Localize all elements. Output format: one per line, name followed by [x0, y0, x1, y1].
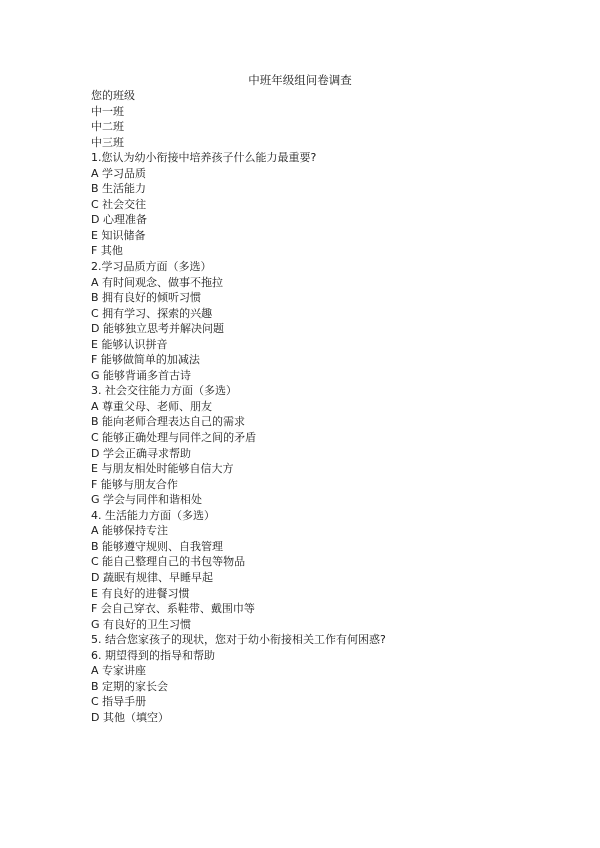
question-text: 3. 社会交往能力方面（多选）: [91, 384, 237, 398]
answer-option: E 与朋友相处时能够自信大方: [91, 462, 234, 476]
answer-option: E 有良好的进餐习惯: [91, 586, 190, 600]
answer-option: B 能够遵守规则、自我管理: [91, 539, 224, 553]
answer-option: A 专家讲座: [91, 664, 147, 678]
question-text: 5. 结合您家孩子的现状，您对于幼小衔接相关工作有何困惑?: [91, 633, 386, 647]
answer-option: B 能向老师合理表达自己的需求: [91, 415, 246, 429]
class-option: 中一班: [91, 104, 124, 118]
answer-option: B 定期的家长会: [91, 679, 169, 693]
answer-option: F 能够做简单的加减法: [91, 353, 200, 367]
answer-option: A 尊重父母、老师、朋友: [91, 399, 213, 413]
answer-option: A 学习品质: [91, 166, 147, 180]
answer-option: C 社会交往: [91, 197, 147, 211]
answer-option: C 指导手册: [91, 695, 147, 709]
document-body: [91, 88, 386, 725]
answer-option: B 生活能力: [91, 182, 147, 196]
answer-option: A 能够保持专注: [91, 524, 169, 538]
answer-option: E 知识储备: [91, 228, 146, 242]
answer-option: C 拥有学习、探索的兴趣: [91, 306, 213, 320]
document-title: 中班年级组问卷调查: [248, 73, 352, 87]
answer-option: G 学会与同伴和谐相处: [91, 493, 203, 507]
class-option: 中三班: [91, 135, 124, 149]
question-text: 4. 生活能力方面（多选）: [91, 508, 215, 522]
answer-option: B 拥有良好的倾听习惯: [91, 291, 202, 305]
class-option: 中二班: [91, 120, 124, 134]
answer-option: D 心理准备: [91, 213, 147, 227]
answer-option: D 学会正确寻求帮助: [91, 446, 191, 460]
answer-option: F 会自己穿衣、系鞋带、戴围巾等: [91, 602, 255, 616]
class-prompt: 您的班级: [91, 89, 135, 102]
question-text: 2.学习品质方面（多选）: [91, 260, 212, 274]
answer-option: F 其他: [91, 244, 123, 258]
answer-option: C 能够正确处理与同伴之间的矛盾: [91, 431, 257, 445]
answer-option: G 能够背诵多首古诗: [91, 368, 192, 382]
answer-option: C 能自己整理自己的书包等物品: [91, 555, 246, 569]
answer-option: F 能够与朋友合作: [91, 477, 178, 491]
answer-option: D 其他（填空）: [91, 710, 169, 724]
question-text: 1.您认为幼小衔接中培养孩子什么能力最重要?: [91, 151, 317, 165]
answer-option: G 有良好的卫生习惯: [91, 617, 192, 631]
question-text: 6. 期望得到的指导和帮助: [91, 648, 215, 662]
answer-option: D 能够独立思考并解决问题: [91, 322, 224, 336]
answer-option: E 能够认识拼音: [91, 337, 168, 351]
answer-option: D 蔬眠有规律、早睡早起: [91, 570, 213, 584]
answer-option: A 有时间观念、做事不拖拉: [91, 275, 224, 289]
